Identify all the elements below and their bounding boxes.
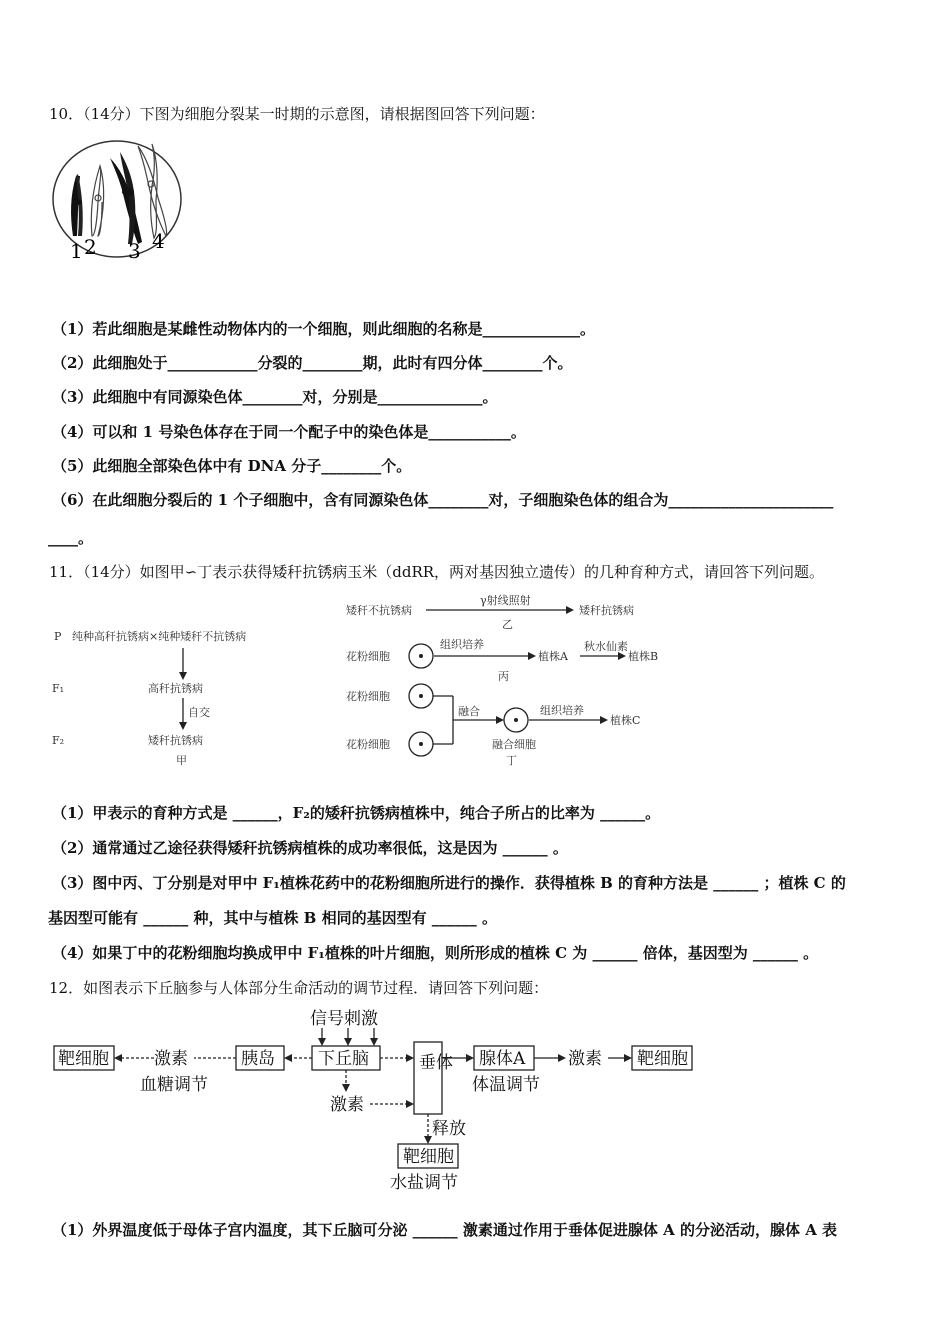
chromosome-2	[91, 166, 103, 236]
pancreas-label: 胰岛	[241, 1049, 275, 1069]
q11-stem: 11．（14分）如图甲∽丁表示获得矮秆抗锈病玉米（ddRR，两对基因独立遗传）的几种育种方式，请回答下列问题。	[49, 563, 825, 581]
chromosome-label-3: 3	[128, 239, 141, 263]
q10-item-1: （1）若此细胞是某雌性动物体内的一个细胞，则此细胞的名称是_____________。	[52, 320, 595, 338]
ding-cell-1: 花粉细胞	[346, 690, 390, 703]
yi-from: 矮秆不抗锈病	[346, 604, 412, 617]
chromosome-label-2: 2	[84, 235, 97, 259]
ding-fusion: 融合	[458, 705, 480, 718]
q10-item-4: （4）可以和 1 号染色体存在于同一个配子中的染色体是___________。	[52, 423, 526, 441]
chromosome-3	[110, 152, 142, 244]
jia-f1-text: 高秆抗锈病	[148, 682, 203, 695]
q11-item-3: （3）图中丙、丁分别是对甲中 F₁植株花药中的花粉细胞所进行的操作．获得植株 B 的育种方法是 ______ ；植株 C 的	[52, 874, 846, 892]
jia-f2-text: 矮秆抗锈病	[148, 734, 203, 747]
q11-item-1: （1）甲表示的育种方式是 ______，F₂的矮秆抗锈病植株中，纯合子所占的比率为 ______。	[52, 804, 661, 822]
bing-cell: 花粉细胞	[346, 650, 390, 663]
q12-regulation-figure	[48, 1004, 708, 1194]
q10-item-2: （2）此细胞处于____________分裂的________期，此时有四分体________个。	[52, 354, 573, 372]
ding-plant-c: 植株C	[610, 714, 641, 727]
q10-cell-figure	[48, 136, 193, 264]
chromosome-1	[71, 174, 83, 236]
gland-a-label: 腺体A	[479, 1049, 526, 1069]
ding-name: 丁	[506, 754, 517, 767]
pituitary-label: 垂体	[419, 1053, 453, 1073]
chromosome-label-1: 1	[70, 239, 83, 263]
jia-name: 甲	[176, 754, 187, 767]
signal-label: 信号刺激	[310, 1009, 378, 1029]
hormone-right: 激素	[568, 1049, 602, 1069]
release-label: 释放	[432, 1119, 466, 1139]
yi-to: 矮秆抗锈病	[579, 604, 634, 617]
hormone-bottom: 激素	[330, 1095, 364, 1115]
target-bottom-label: 靶细胞	[403, 1147, 454, 1167]
yi-process: γ射线照射	[480, 594, 531, 607]
ding-cell-2: 花粉细胞	[346, 738, 390, 751]
bing-plant-a: 植株A	[538, 650, 568, 663]
bing-plant-b: 植株B	[628, 650, 659, 663]
chromosome-label-4: 4	[152, 229, 165, 253]
bing-process1: 组织培养	[440, 638, 484, 651]
hypothalamus-label: 下丘脑	[318, 1049, 369, 1069]
q10-item-6-cont: ____。	[48, 529, 94, 547]
bing-process2: 秋水仙素	[584, 640, 628, 653]
water-salt-label: 水盐调节	[390, 1173, 458, 1193]
q11-item-3-cont: 基因型可能有 ______ 种，其中与植株 B 相同的基因型有 ______ 。	[48, 909, 498, 927]
q10-item-3: （3）此细胞中有同源染色体________对，分别是______________。	[52, 388, 498, 406]
q11-item-2: （2）通常通过乙途径获得矮秆抗锈病植株的成功率很低，这是因为 ______ 。	[52, 839, 568, 857]
q10-stem: 10．（14分）下图为细胞分裂某一时期的示意图，请根据图回答下列问题：	[49, 105, 545, 123]
q12-item-1: （1）外界温度低于母体子宫内温度，其下丘脑可分泌 ______ 激素通过作用于垂体促进腺体 A 的分泌活动，腺体 A 表	[52, 1221, 838, 1239]
hormone-left: 激素	[154, 1049, 188, 1069]
q11-item-4: （4）如果丁中的花粉细胞均换成甲中 F₁植株的叶片细胞，则所形成的植株 C 为 ______ 倍体，基因型为 ______ 。	[52, 944, 819, 962]
ding-process: 组织培养	[540, 704, 584, 717]
yi-name: 乙	[502, 618, 513, 631]
q10-item-5: （5）此细胞全部染色体中有 DNA 分子________个。	[52, 457, 412, 475]
body-temp-label: 体温调节	[472, 1075, 540, 1095]
jia-selfing: 自交	[188, 706, 210, 719]
target-right-label: 靶细胞	[637, 1049, 688, 1069]
q11-breeding-figure	[48, 588, 688, 778]
jia-p-text: 纯种高秆抗锈病×纯种矮秆不抗锈病	[72, 630, 247, 643]
blood-sugar-label: 血糖调节	[140, 1075, 208, 1095]
bing-name: 丙	[498, 670, 509, 683]
jia-f2-label: F₂	[52, 734, 65, 747]
target-left-label: 靶细胞	[58, 1049, 109, 1069]
ding-fused-cell: 融合细胞	[492, 738, 536, 751]
q10-item-6: （6）在此细胞分裂后的 1 个子细胞中，含有同源染色体________对，子细胞染色体的组合为______________________	[52, 491, 834, 509]
jia-f1-label: F₁	[52, 682, 65, 695]
q12-stem: 12．如图表示下丘脑参与人体部分生命活动的调节过程．请回答下列问题：	[49, 979, 549, 997]
jia-p-label: P	[54, 630, 62, 643]
